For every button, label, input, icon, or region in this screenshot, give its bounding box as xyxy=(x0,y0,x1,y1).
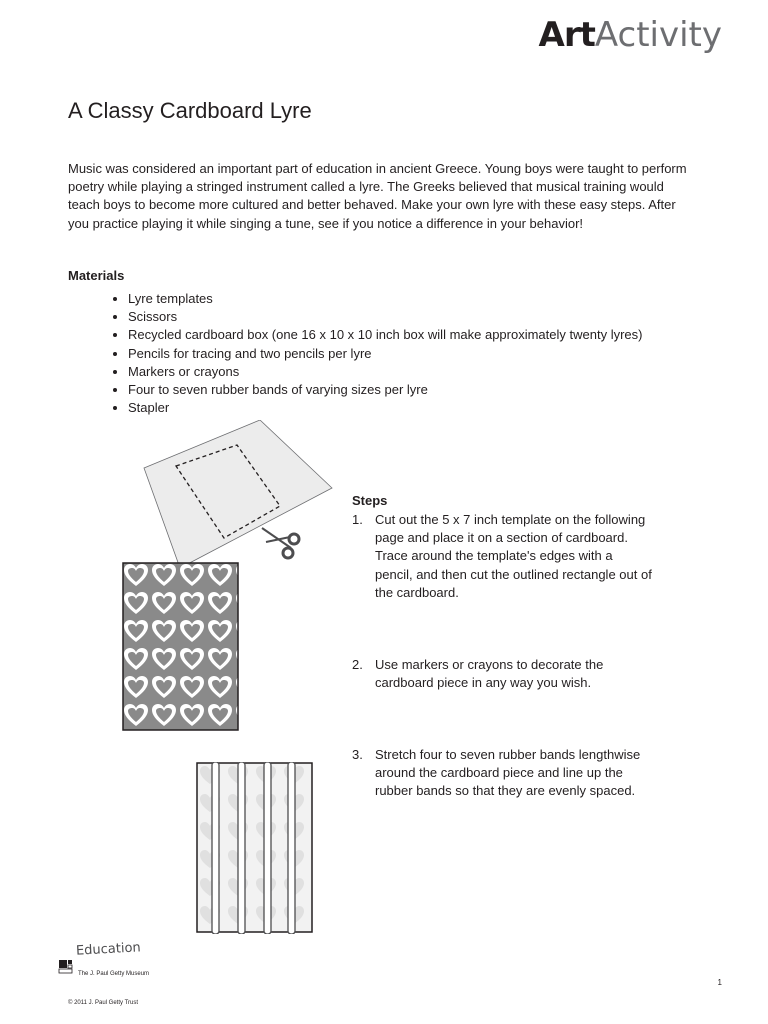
list-item: • Stapler xyxy=(128,399,748,417)
list-item: • Lyre templates xyxy=(128,290,748,308)
museum-name: The J. Paul Getty Museum xyxy=(78,971,150,977)
page-number: 1 xyxy=(717,978,722,987)
art-activity-logo xyxy=(538,15,723,55)
list-item: • Markers or crayons xyxy=(128,363,748,381)
step-number: 3. xyxy=(352,747,363,762)
paper-sheet xyxy=(144,420,332,568)
copyright: © 2011 J. Paul Getty Trust xyxy=(68,1000,139,1006)
steps-heading: Steps xyxy=(352,493,388,508)
materials-list xyxy=(110,290,748,417)
step-text: Cut out the 5 x 7 inch template on the following page and place it on a section of cardboard. Trace around the template's edges with a pencil, and then cut the outlined rectangle out of the cardboard. xyxy=(375,512,652,600)
page-title: A Classy Cardboard Lyre xyxy=(68,98,312,123)
list-item: • Scissors xyxy=(128,308,748,326)
step-2 xyxy=(352,656,652,692)
step-number: 1. xyxy=(352,512,363,527)
rubber-band-cardboard-illustration xyxy=(196,762,314,934)
list-item: • Pencils for tracing and two pencils per lyre xyxy=(128,345,748,363)
brand-art: Art xyxy=(538,15,595,55)
intro-paragraph: Music was considered an important part of education in ancient Greece. Young boys were taught to perform poetry while playing a stringed instrument called a lyre. The Greeks believed that musical training would teach boys to become more cultured and better behaved. Make your own lyre with these easy steps. After you practice playing it while singing a tune, see if you notice a difference in your behavior! xyxy=(68,161,687,231)
step-text: Use markers or crayons to decorate the cardboard piece in any way you wish. xyxy=(375,657,604,691)
step-text: Stretch four to seven rubber bands lengthwise around the cardboard piece and line up the rubber bands so that they are evenly spaced. xyxy=(375,747,641,799)
step-1 xyxy=(352,511,652,602)
scissors-icon xyxy=(262,528,299,558)
list-item: • Four to seven rubber bands of varying sizes per lyre xyxy=(128,381,748,399)
getty-logo-icon xyxy=(58,938,208,988)
step-3 xyxy=(352,746,652,801)
list-item: • Recycled cardboard box (one 16 x 10 x 10 inch box will make approximately twenty lyres) xyxy=(128,326,748,344)
template-cutting-illustration xyxy=(120,420,335,570)
cardboard-piece xyxy=(123,563,238,730)
materials-heading: Materials xyxy=(68,268,125,283)
brand-activity: Activity xyxy=(594,15,722,55)
decorated-cardboard-illustration xyxy=(122,562,240,732)
step-number: 2. xyxy=(352,657,363,672)
education-label: Education xyxy=(75,940,142,959)
